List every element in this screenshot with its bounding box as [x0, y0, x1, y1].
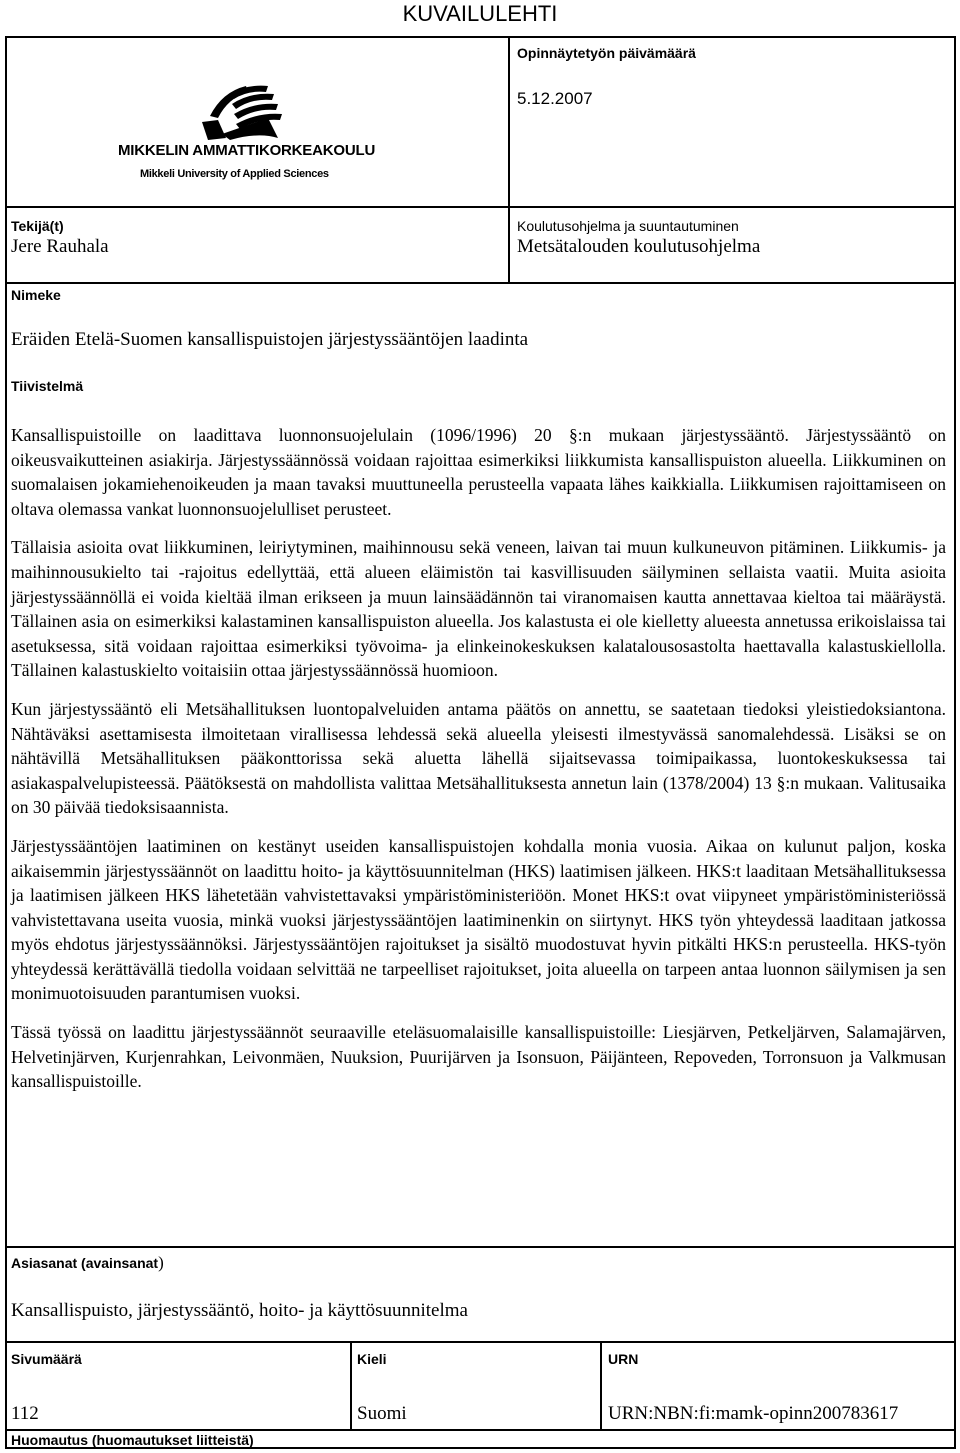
divider-vertical-language: [600, 1341, 602, 1430]
author-value: Jere Rauhala: [11, 236, 109, 257]
document-heading: KUVAILULEHTI: [402, 1, 558, 26]
abstract-body: [11, 423, 946, 1108]
keywords-label: [11, 1254, 164, 1272]
keywords-label-suffix: ): [158, 1253, 164, 1272]
title-label: Nimeke: [11, 287, 61, 303]
urn-value: URN:NBN:fi:mamk-opinn200783617: [608, 1403, 899, 1424]
keywords-value: Kansallispuisto, järjestyssääntö, hoito- ja käyttösuunnitelma: [11, 1300, 468, 1321]
urn-label: URN: [608, 1351, 639, 1367]
author-label: Tekijä(t): [11, 218, 64, 234]
programme-value: Metsätalouden koulutusohjelma: [517, 236, 761, 257]
programme-label: Koulutusohjelma ja suuntautuminen: [517, 218, 739, 234]
abstract-paragraph: Kun järjestyssääntö eli Metsähallituksen luontopalveluiden antama päätös on annettu, se saatetaan tiedoksi yleistiedoksiantona. Nähtäväksi asettamisesta ilmoitetaan virallisessa lehdessä sekä alueella yleisesti ilmestyvässä sanomalehdessä. Lisäksi se on nähtävillä Metsähallituksen pääkonttorissa sekä aluetta lähellä sijaitsevassa toimipaikassa, luontokeskuksessa tai asiakaspalvelupisteessä. Päätöksestä on mahdollista valittaa Metsähallituksesta annetun lain (1378/2004) 13 §:n mukaan. Valitusaika on 30 päivää tiedoksisaannista.: [11, 698, 946, 818]
language-value: Suomi: [357, 1403, 407, 1424]
divider-vertical-pages: [350, 1341, 352, 1430]
abstract-paragraph: Järjestyssääntöjen laatiminen on kestänyt useiden kansallispuistojen kohdalla monia vuosia. Aikaa on kulunut paljon, koska aikaisemmin järjestyssäännöt on laadittu hoito- ja käyttösuunnitelman (HKS) laatimisen jälkeen. HKS:t laaditaan Metsähallituksessa ja laatimisen jälkeen HKS lähetetään vahvistettavaksi ympäristöministeriöön. Monet HKS:t ovat viipyneet ympäristöministeriössä vahvistettavana useita vuosia, minkä vuoksi järjestyssääntöjen laatiminenkin on siirtynyt. HKS työn yhteydessä laaditaan jatkossa myös ehdotus järjestyssäännöksi. Järjestyssääntöjen rajoitukset ja sisältö muodostuvat hyvin pitkälti HKS:n perusteella. HKS-työn yhteydessä kerättävällä tiedolla voidaan selvittää ne tarpeelliset rajoitukset, joita alueella on tarpeen antaa luonnon säilymisen ja sen monimuotoisuuden parantumisen vuoksi.: [11, 835, 946, 1004]
abstract-paragraph: Tässä työssä on laadittu järjestyssäännöt seuraaville eteläsuomalaisille kansallispuistoille: Liesjärven, Petkeljärven, Salamajärven, Helvetinjärven, Kurjenrahkan, Leivonmäen, Nuuksion, Puurijärven ja Isonsuon, Päijänteen, Repoveden, Torronsuon ja Valkmusan kansallispuistoille.: [11, 1022, 946, 1092]
divider-author: [5, 282, 956, 284]
divider-abstract: [5, 1246, 956, 1248]
abstract-label: Tiivistelmä: [11, 378, 84, 394]
abstract-paragraph: Kansallispuistoille on laadittava luonnonsuojelulain (1096/1996) 20 §:n mukaan järjestyssääntö. Järjestyssääntö on oikeusvaikutteinen asiakirja. Järjestyssäännössä voidaan rajoittaa esimerkiksi liikkumista kansallispuiston alueella. Liikkuminen on suomalaisen jokamiehenoikeuden ja maan tavaksi muuttuneella perusteella vapaata lähes kaikkialla. Liikkumisen rajoittamiseen on oltava olemassa vankat luonnonsuojelulliset perusteet.: [11, 425, 946, 519]
remarks-label: Huomautus (huomautukset liitteistä): [11, 1432, 254, 1448]
language-label: Kieli: [357, 1351, 387, 1367]
university-logo: [118, 82, 376, 186]
date-value: 5.12.2007: [517, 89, 593, 108]
divider-keywords: [5, 1341, 956, 1343]
abstract-paragraph: Tällaisia asioita ovat liikkuminen, leiriytyminen, maihinnousu sekä veneen, laivan tai muun kulkuneuvon pitäminen. Liikkumis- ja maihinnousukielto tai -rajoitus edellyttää, että alueen eläimistön tai kasvillisuuden säilyminen sellaista vaatii. Muita asioita järjestyssäännöllä ei voida kieltää ilman erikseen ja muun lainsäädännön tai viranomaisen kautta annettavaa kieltoa tai määräystä. Tällainen asia on esimerkiksi kalastaminen kansallispuiston alueella. Jos kalastusta ei ole kielletty alueesta annetussa erikoislaissa tai asetuksessa, sitä voidaan rajoittaa esimerkiksi työvoima- ja elinkeinokeskuksen kalatalousosastolta haettavalla kalastuskiellolla. Tällainen kalastuskielto voitaisiin ottaa järjestyssäännössä huomioon.: [11, 537, 946, 681]
keywords-label-text: Asiasanat (avainsanat: [11, 1255, 159, 1271]
date-label: Opinnäytetyön päivämäärä: [517, 45, 696, 61]
pages-value: 112: [11, 1403, 39, 1424]
divider-vertical-top: [508, 36, 510, 283]
logo-emblem-icon: [118, 82, 360, 142]
divider-header: [5, 206, 956, 208]
logo-name: MIKKELIN AMMATTIKORKEAKOULU: [118, 142, 376, 159]
thesis-title: Eräiden Etelä-Suomen kansallispuistojen järjestyssääntöjen laadinta: [11, 329, 529, 350]
logo-subtitle: Mikkeli University of Applied Sciences: [140, 168, 329, 180]
pages-label: Sivumäärä: [11, 1351, 82, 1367]
